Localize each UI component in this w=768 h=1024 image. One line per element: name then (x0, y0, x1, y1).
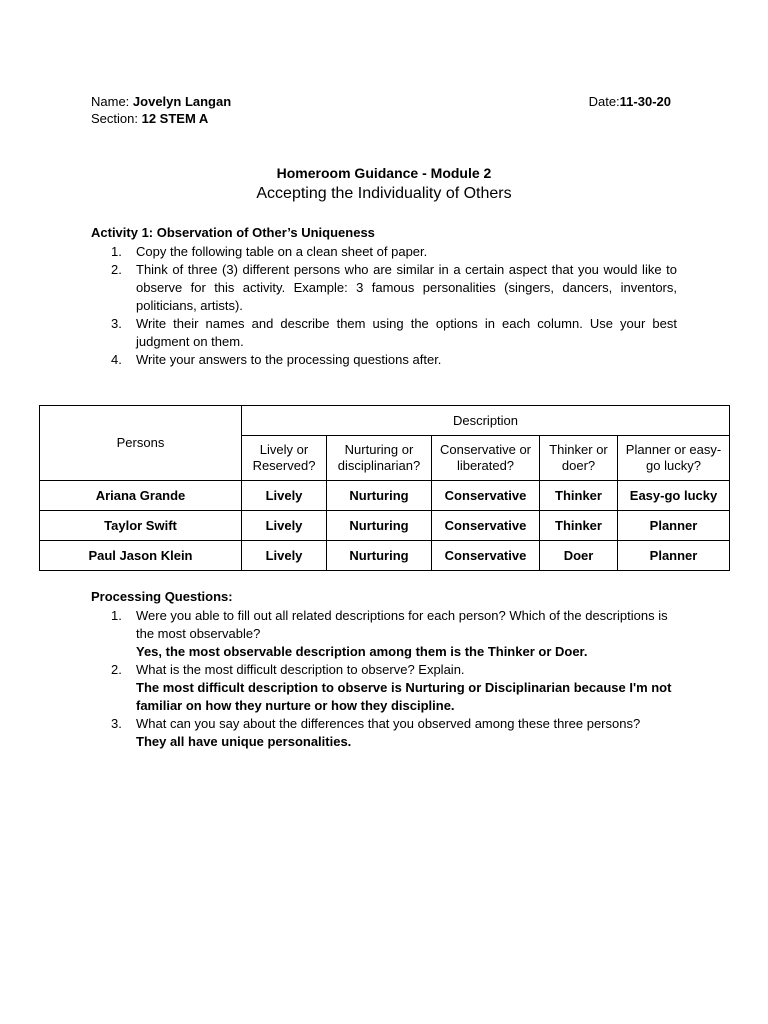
header (91, 93, 671, 127)
question-text: Were you able to fill out all related descriptions for each person? Which of the descriptions is the most observable? (136, 608, 668, 641)
table-cell: Conservative (432, 511, 540, 541)
section-value: 12 STEM A (141, 111, 209, 126)
table-cell: Conservative (432, 481, 540, 511)
section-label: Section: (91, 111, 138, 126)
table-row (40, 481, 730, 511)
column-header: Conservative or liberated? (432, 436, 540, 481)
question-number: 2. (111, 662, 122, 677)
date-label: Date: (588, 94, 620, 109)
table-cell: Planner (618, 541, 730, 571)
question-text: What can you say about the differences that you observed among these three persons? (136, 716, 641, 731)
instruction-number: 3. (111, 316, 122, 331)
instruction-number: 4. (111, 352, 122, 367)
column-header: Thinker or doer? (540, 436, 618, 481)
instruction-item (111, 261, 677, 315)
processing-questions-list (111, 607, 683, 751)
table-header-row (40, 406, 730, 436)
question-text: What is the most difficult description to observe? Explain. (136, 662, 465, 677)
table-cell: Nurturing (327, 511, 432, 541)
processing-heading: Processing Questions: (91, 589, 233, 604)
column-header: Lively or Reserved? (242, 436, 327, 481)
table-cell: Nurturing (327, 541, 432, 571)
table-cell: Thinker (540, 511, 618, 541)
answer-text: They all have unique personalities. (136, 734, 352, 749)
table-cell: Easy-go lucky (618, 481, 730, 511)
table-row (40, 511, 730, 541)
instruction-number: 1. (111, 244, 122, 259)
section-line (91, 110, 671, 127)
name-line (91, 93, 671, 110)
instruction-list (111, 243, 677, 369)
table-cell: Lively (242, 541, 327, 571)
question-item (111, 661, 683, 715)
question-item (111, 607, 683, 661)
person-name: Taylor Swift (40, 511, 242, 541)
module-title: Homeroom Guidance - Module 2 (276, 165, 492, 181)
table-cell: Lively (242, 481, 327, 511)
question-number: 3. (111, 716, 122, 731)
instruction-item (111, 243, 677, 261)
persons-header: Persons (40, 406, 242, 481)
question-item (111, 715, 683, 751)
instruction-item (111, 351, 677, 369)
instruction-text: Copy the following table on a clean sheet of paper. (136, 244, 428, 259)
person-name: Paul Jason Klein (40, 541, 242, 571)
table-cell: Conservative (432, 541, 540, 571)
description-table (39, 405, 730, 571)
table-cell: Lively (242, 511, 327, 541)
instruction-text: Write their names and describe them using the options in each column. Use your best judgment on them. (136, 316, 677, 349)
table-cell: Thinker (540, 481, 618, 511)
question-number: 1. (111, 608, 122, 623)
module-subtitle: Accepting the Individuality of Others (256, 185, 512, 202)
name-label: Name: (91, 94, 130, 109)
answer-text: Yes, the most observable description among them is the Thinker or Doer. (136, 644, 588, 659)
instruction-item (111, 315, 677, 351)
date-value: 11-30-20 (619, 94, 671, 109)
answer-text: The most difficult description to observe is Nurturing or Disciplinarian because I'm not familiar on how they nurture or how they discipline. (136, 680, 672, 713)
column-header: Nurturing or disciplinarian? (327, 436, 432, 481)
description-header: Description (242, 406, 730, 436)
instruction-number: 2. (111, 262, 122, 277)
name-value: Jovelyn Langan (132, 94, 232, 109)
person-name: Ariana Grande (40, 481, 242, 511)
table-cell: Nurturing (327, 481, 432, 511)
table-row (40, 541, 730, 571)
column-header: Planner or easy-go lucky? (618, 436, 730, 481)
table-cell: Planner (618, 511, 730, 541)
date-line (589, 93, 671, 110)
table-cell: Doer (540, 541, 618, 571)
instruction-text: Write your answers to the processing questions after. (136, 352, 442, 367)
activity-heading: Activity 1: Observation of Other’s Uniqueness (91, 225, 375, 240)
instruction-text: Think of three (3) different persons who are similar in a certain aspect that you would like to observe for this activity. Example: 3 famous personalities (singers, dancers, inventors, politicians, artists). (136, 262, 677, 313)
